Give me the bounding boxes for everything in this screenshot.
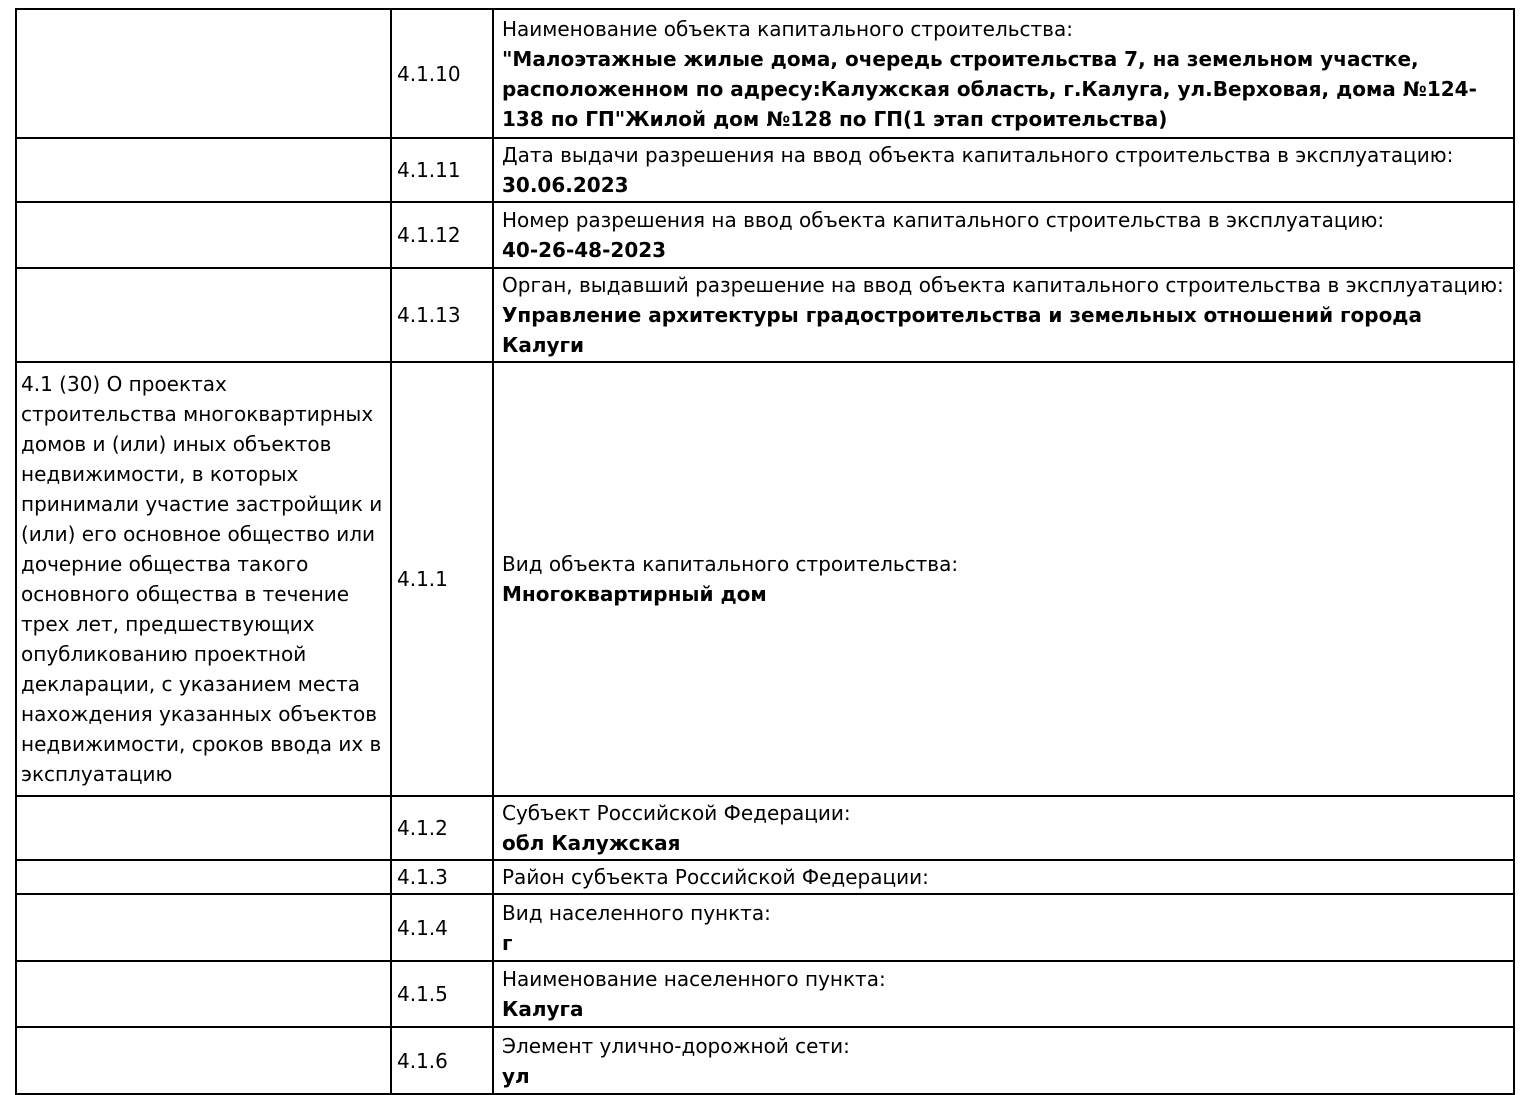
section-description-cell — [16, 362, 391, 796]
row-code: 4.1.1 — [391, 362, 493, 796]
field-cell — [493, 1027, 1514, 1094]
field-value: 40-26-48-2023 — [502, 238, 667, 262]
field-cell — [493, 138, 1514, 202]
table-row — [16, 138, 1514, 202]
field-label: Вид населенного пункта: — [502, 900, 771, 925]
section-description-cell — [16, 1027, 391, 1094]
field-cell — [493, 268, 1514, 362]
field-label: Наименование населенного пункта: — [502, 967, 886, 991]
row-code: 4.1.5 — [391, 961, 493, 1027]
field-value: Управление архитектуры градостроительства и земельных отношений города Калуги — [502, 303, 1422, 357]
field-value: "Малоэтажные жилые дома, очередь строительства 7, на земельном участке, расположенном по адресу:Калужская область, г.Калуга, ул.Верховая, дома №124-138 по ГП"Жилой дом №128 по ГП(1 этап строительства) — [502, 46, 1477, 131]
field-cell — [493, 961, 1514, 1027]
row-code: 4.1.4 — [391, 894, 493, 961]
table-row — [16, 268, 1514, 362]
table-row — [16, 796, 1514, 860]
field-cell — [493, 9, 1514, 138]
section-description-cell — [16, 9, 391, 138]
table-row — [16, 894, 1514, 961]
field-label: Элемент улично-дорожной сети: — [502, 1033, 850, 1058]
row-code: 4.1.3 — [391, 860, 493, 894]
section-description: 4.1 (30) О проектах строительства многоквартирных домов и (или) иных объектов недвижимости, в которых принимали участие застройщик и (или) его основное общество или дочерние общества такого основного общества в течение трех лет, предшествующих опубликованию проектной декларации, с указанием места нахождения указанных объектов недвижимости, сроков ввода их в эксплуатацию — [21, 372, 383, 786]
table-row — [16, 961, 1514, 1027]
row-code: 4.1.2 — [391, 796, 493, 860]
table-row — [16, 202, 1514, 268]
field-cell — [493, 362, 1514, 796]
table-row — [16, 1027, 1514, 1094]
field-value: ул — [502, 1063, 530, 1088]
table-row — [16, 362, 1514, 796]
field-label: Район субъекта Российской Федерации: — [502, 865, 929, 889]
field-label: Вид объекта капитального строительства: — [502, 552, 959, 576]
field-label: Дата выдачи разрешения на ввод объекта капитального строительства в эксплуатацию: — [502, 143, 1454, 167]
row-code: 4.1.10 — [391, 9, 493, 138]
field-value: Калуга — [502, 997, 584, 1021]
section-description-cell — [16, 796, 391, 860]
row-code: 4.1.13 — [391, 268, 493, 362]
table-row — [16, 9, 1514, 138]
section-description-cell — [16, 860, 391, 894]
field-value: г — [502, 930, 513, 955]
field-label: Наименование объекта капитального строительства: — [502, 16, 1073, 41]
field-label: Номер разрешения на ввод объекта капитального строительства в эксплуатацию: — [502, 208, 1385, 232]
field-cell — [493, 796, 1514, 860]
section-description-cell — [16, 138, 391, 202]
field-label: Субъект Российской Федерации: — [502, 801, 851, 825]
field-label: Орган, выдавший разрешение на ввод объекта капитального строительства в эксплуатацию: — [502, 273, 1504, 297]
section-description-cell — [16, 202, 391, 268]
row-code: 4.1.11 — [391, 138, 493, 202]
section-description-cell — [16, 268, 391, 362]
field-value: Многоквартирный дом — [502, 582, 767, 606]
table-row — [16, 860, 1514, 894]
field-cell — [493, 894, 1514, 961]
field-value: обл Калужская — [502, 831, 681, 855]
field-cell — [493, 860, 1514, 894]
field-cell — [493, 202, 1514, 268]
section-description-cell — [16, 961, 391, 1027]
row-code: 4.1.12 — [391, 202, 493, 268]
row-code: 4.1.6 — [391, 1027, 493, 1094]
declaration-table — [15, 8, 1515, 1095]
section-description-cell — [16, 894, 391, 961]
field-value: 30.06.2023 — [502, 173, 629, 197]
